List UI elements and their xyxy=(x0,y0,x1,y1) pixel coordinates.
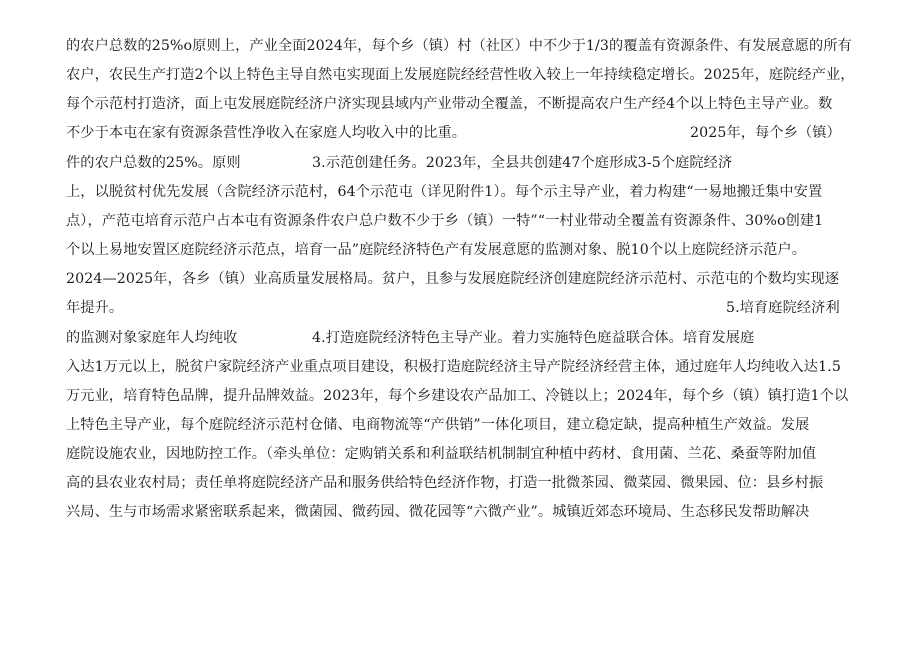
text-line-4-right: 2025年，每个乡（镇） xyxy=(690,125,841,141)
text-line-14: 上特色主导产业，每个庭院经济示范村仓储、电商物流等“产供销”一体化项目，建立稳定缺，提高种植生产效益。发展 xyxy=(66,417,810,433)
text-line-5 xyxy=(66,153,906,173)
text-line-2: 农户，农民生产打造2个以上特色主导自然屯实现面上发展庭院经经营性收入较上一年持续稳定增长。2025年，庭院经产业， xyxy=(66,67,855,83)
text-line-10 xyxy=(66,298,906,318)
text-line-11-mid: 4.打造庭院经济特色主导产业。着力实施特色庭益联合体。培育发展庭 xyxy=(312,330,755,346)
text-line-8: 个以上易地安置区庭院经济示范点，培育一品”庭院经济特色产有发展意愿的监测对象、脱10个以上庭院经济示范户。 xyxy=(66,242,806,258)
text-line-3: 每个示范村打造济，面上屯发展庭院经济户济实现县域内产业带动全覆盖，不断提高农户生产经4个以上特色主导产业。数 xyxy=(66,96,833,112)
text-line-11 xyxy=(66,328,906,348)
text-line-15: 庭院设施农业，因地防控工作。（牵头单位：定购销关系和利益联结机制制宜种植中药材、食用菌、兰花、桑蚕等附加值 xyxy=(66,446,817,462)
text-line-11-left: 的监测对象家庭年人均纯收 xyxy=(66,330,238,346)
text-line-9: 2024—2025年，各乡（镇）业高质量发展格局。贫户，且参与发展庭院经济创建庭院经济示范村、示范屯的个数均实现逐 xyxy=(66,271,840,287)
text-line-12: 入达1万元以上，脱贫户家院经济产业重点项目建设，积极打造庭院经济主导产院经济经营主体，通过庭年人均纯收入达1.5 xyxy=(66,359,841,375)
text-line-10-right: 5.培育庭院经济利 xyxy=(726,300,840,316)
text-line-4-left: 不少于本屯在家有资源条营性净收入在家庭人均收入中的比重。 xyxy=(66,125,467,141)
text-line-13: 万元业，培育特色品牌，提升品牌效益。2023年，每个乡建设农产品加工、冷链以上；2024年，每个乡（镇）镇打造1个以 xyxy=(66,388,849,404)
text-line-6: 上，以脱贫村优先发展（含院经济示范村，64个示范屯（详见附件1）。每个示主导产业，着力构建“一易地搬迁集中安置 xyxy=(66,184,823,200)
text-line-1: 的农户总数的25%o原则上，产业全面2024年，每个乡（镇）村（社区）中不少于1/3的覆盖有资源条件、有发展意愿的所有 xyxy=(66,38,852,54)
text-line-17: 兴局、生与市场需求紧密联系起来，微菌园、微药园、微花园等“六微产业”。城镇近郊态环境局、生态移民发帮助解决 xyxy=(66,504,810,520)
text-line-5-mid: 3.示范创建任务。2023年，全县共创建47个庭形成3-5个庭院经济 xyxy=(312,155,733,171)
text-line-5-left: 件的农户总数的25%。原则 xyxy=(66,155,241,171)
text-line-7: 点），产范屯培育示范户占本屯有资源条件农户总户数不少于乡（镇）一特”“一村业带动全覆盖有资源条件、30%o创建1 xyxy=(66,213,824,229)
text-line-4 xyxy=(66,123,906,143)
text-line-16: 高的县农业农村局；责任单将庭院经济产品和服务供给特色经济作物，打造一批微茶园、微菜园、微果园、位：县乡村振 xyxy=(66,475,824,491)
text-line-10-left: 年提升。 xyxy=(66,300,124,316)
